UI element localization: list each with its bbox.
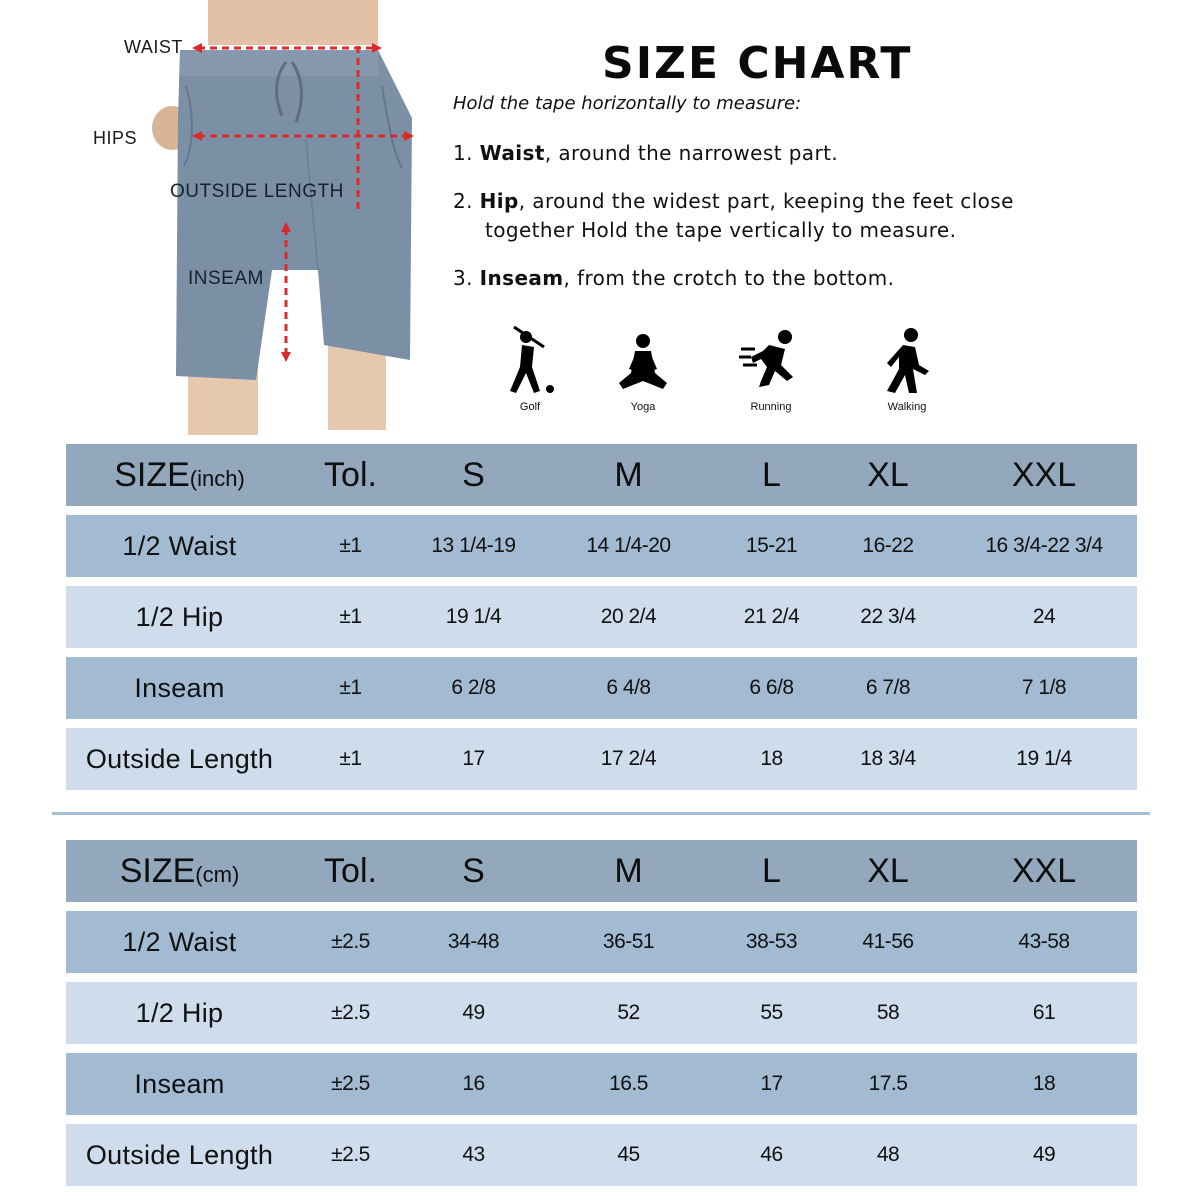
size-column-header: M xyxy=(614,455,643,494)
table-header-row xyxy=(66,840,1137,902)
table-cell: 48 xyxy=(876,1143,900,1166)
table-row xyxy=(66,1124,1137,1186)
table-cell: 52 xyxy=(617,1001,640,1024)
instruction-term: Inseam xyxy=(479,266,564,290)
tolerance-cell: ±1 xyxy=(339,534,362,557)
page-title: SIZE CHART xyxy=(602,38,913,89)
table-cell: 49 xyxy=(1032,1143,1056,1166)
activity-label: Walking xyxy=(887,401,927,413)
outside-length-label: OUTSIDE LENGTH xyxy=(170,181,344,202)
table-cell: 24 xyxy=(1032,605,1056,628)
table-row xyxy=(66,657,1137,719)
table-cell: 41-56 xyxy=(862,930,914,953)
activity-label: Running xyxy=(750,401,792,413)
instruction-number: 2. xyxy=(453,189,473,213)
size-column-header: L xyxy=(762,851,781,890)
table-cell: 15-21 xyxy=(745,534,798,557)
activity-running xyxy=(726,325,816,413)
size-column-header: M xyxy=(614,851,643,890)
table-cell: 6 2/8 xyxy=(451,676,496,699)
unit-label: (inch) xyxy=(189,465,245,491)
table-row xyxy=(66,982,1137,1044)
hips-label: HIPS xyxy=(93,128,138,148)
table-row xyxy=(66,586,1137,648)
instruction-waist xyxy=(453,138,838,168)
row-label: Inseam xyxy=(134,1068,225,1099)
size-column-header: L xyxy=(762,455,781,494)
instruction-text: , around the widest part, keeping the feet close xyxy=(518,189,1014,213)
size-column-header: XXL xyxy=(1011,455,1077,494)
activity-walking xyxy=(862,325,952,413)
table-cell: 18 3/4 xyxy=(860,747,916,770)
table-cell: 17 xyxy=(462,747,485,770)
table-row xyxy=(66,515,1137,577)
size-header: SIZE(cm) xyxy=(119,851,240,890)
shorts-measurement-figure xyxy=(60,0,440,435)
table-cell: 16 xyxy=(462,1072,485,1095)
table-cell: 21 2/4 xyxy=(743,605,800,628)
row-label: 1/2 Hip xyxy=(135,601,224,632)
row-label: 1/2 Waist xyxy=(122,530,237,561)
golf-icon xyxy=(500,325,560,397)
table-row xyxy=(66,1053,1137,1115)
table-cell: 61 xyxy=(1032,1001,1056,1024)
tolerance-cell: ±1 xyxy=(339,747,362,770)
size-column-header: XL xyxy=(867,851,909,890)
size-header: SIZE(inch) xyxy=(114,455,245,494)
instruction-term: Hip xyxy=(479,189,519,213)
measure-subtitle: Hold the tape horizontally to measure: xyxy=(453,93,802,114)
instruction-term: Waist xyxy=(479,141,545,165)
table-cell: 18 xyxy=(760,747,783,770)
table-cell: 6 6/8 xyxy=(749,676,794,699)
inseam-label: INSEAM xyxy=(188,268,264,289)
row-label: Outside Length xyxy=(85,743,274,774)
size-column-header: S xyxy=(462,851,485,890)
walking-icon xyxy=(877,325,937,397)
row-label: Outside Length xyxy=(85,1139,274,1170)
table-cell: 36-51 xyxy=(602,930,655,953)
instruction-hip-continuation: together Hold the tape vertically to measure. xyxy=(485,218,957,242)
waist-label: WAIST xyxy=(124,37,183,57)
table-cell: 43-58 xyxy=(1018,930,1070,953)
size-column-header: XL xyxy=(867,455,909,494)
tolerance-cell: ±2.5 xyxy=(331,1001,370,1024)
size-column-header: S xyxy=(462,455,485,494)
tolerance-cell: ±1 xyxy=(339,605,362,628)
table-cell: 45 xyxy=(617,1143,640,1166)
size-column-header: XXL xyxy=(1011,851,1077,890)
table-cell: 18 xyxy=(1032,1072,1056,1095)
table-cell: 58 xyxy=(876,1001,900,1024)
activity-label: Yoga xyxy=(630,401,656,413)
row-label: Inseam xyxy=(134,672,225,703)
yoga-icon xyxy=(613,325,673,397)
table-cell: 7 1/8 xyxy=(1021,676,1067,699)
table-cell: 38-53 xyxy=(745,930,798,953)
table-cell: 13 1/4-19 xyxy=(431,534,516,557)
table-cell: 22 3/4 xyxy=(860,605,916,628)
table-cell: 20 2/4 xyxy=(600,605,657,628)
row-label: 1/2 Waist xyxy=(122,926,237,957)
instruction-hip xyxy=(453,186,1014,216)
tolerance-cell: ±2.5 xyxy=(331,1072,370,1095)
table-cell: 19 1/4 xyxy=(445,605,502,628)
size-table-inch xyxy=(66,444,1137,799)
size-table-cm xyxy=(66,840,1137,1195)
tolerance-cell: ±2.5 xyxy=(331,930,370,953)
activity-golf xyxy=(485,325,575,413)
shorts-illustration xyxy=(60,0,440,435)
table-cell: 49 xyxy=(462,1001,485,1024)
table-cell: 34-48 xyxy=(447,930,500,953)
table-cell: 16 3/4-22 3/4 xyxy=(985,534,1103,557)
instruction-text: , around the narrowest part. xyxy=(544,141,839,165)
table-cell: 16-22 xyxy=(862,534,914,557)
table-divider xyxy=(52,812,1150,815)
table-cell: 43 xyxy=(462,1143,485,1166)
instruction-inseam xyxy=(453,263,894,293)
table-row xyxy=(66,911,1137,973)
tolerance-cell: ±2.5 xyxy=(331,1143,370,1166)
instruction-number: 3. xyxy=(453,266,473,290)
table-header-row xyxy=(66,444,1137,506)
table-cell: 19 1/4 xyxy=(1016,747,1072,770)
table-cell: 16.5 xyxy=(609,1072,648,1095)
instruction-number: 1. xyxy=(453,141,473,165)
activity-yoga xyxy=(598,325,688,413)
table-cell: 17.5 xyxy=(868,1072,908,1095)
table-cell: 6 4/8 xyxy=(606,676,651,699)
table-cell: 17 2/4 xyxy=(600,747,657,770)
unit-label: (cm) xyxy=(195,861,240,887)
table-row xyxy=(66,728,1137,790)
tolerance-header: Tol. xyxy=(324,455,377,494)
tolerance-cell: ±1 xyxy=(339,676,362,699)
table-cell: 6 7/8 xyxy=(865,676,911,699)
table-cell: 55 xyxy=(760,1001,783,1024)
table-cell: 14 1/4-20 xyxy=(586,534,671,557)
instruction-text: , from the crotch to the bottom. xyxy=(563,266,895,290)
running-icon xyxy=(739,325,803,397)
table-cell: 46 xyxy=(760,1143,783,1166)
activity-label: Golf xyxy=(519,401,541,413)
row-label: 1/2 Hip xyxy=(135,997,224,1028)
tolerance-header: Tol. xyxy=(324,851,377,890)
table-cell: 17 xyxy=(760,1072,783,1095)
